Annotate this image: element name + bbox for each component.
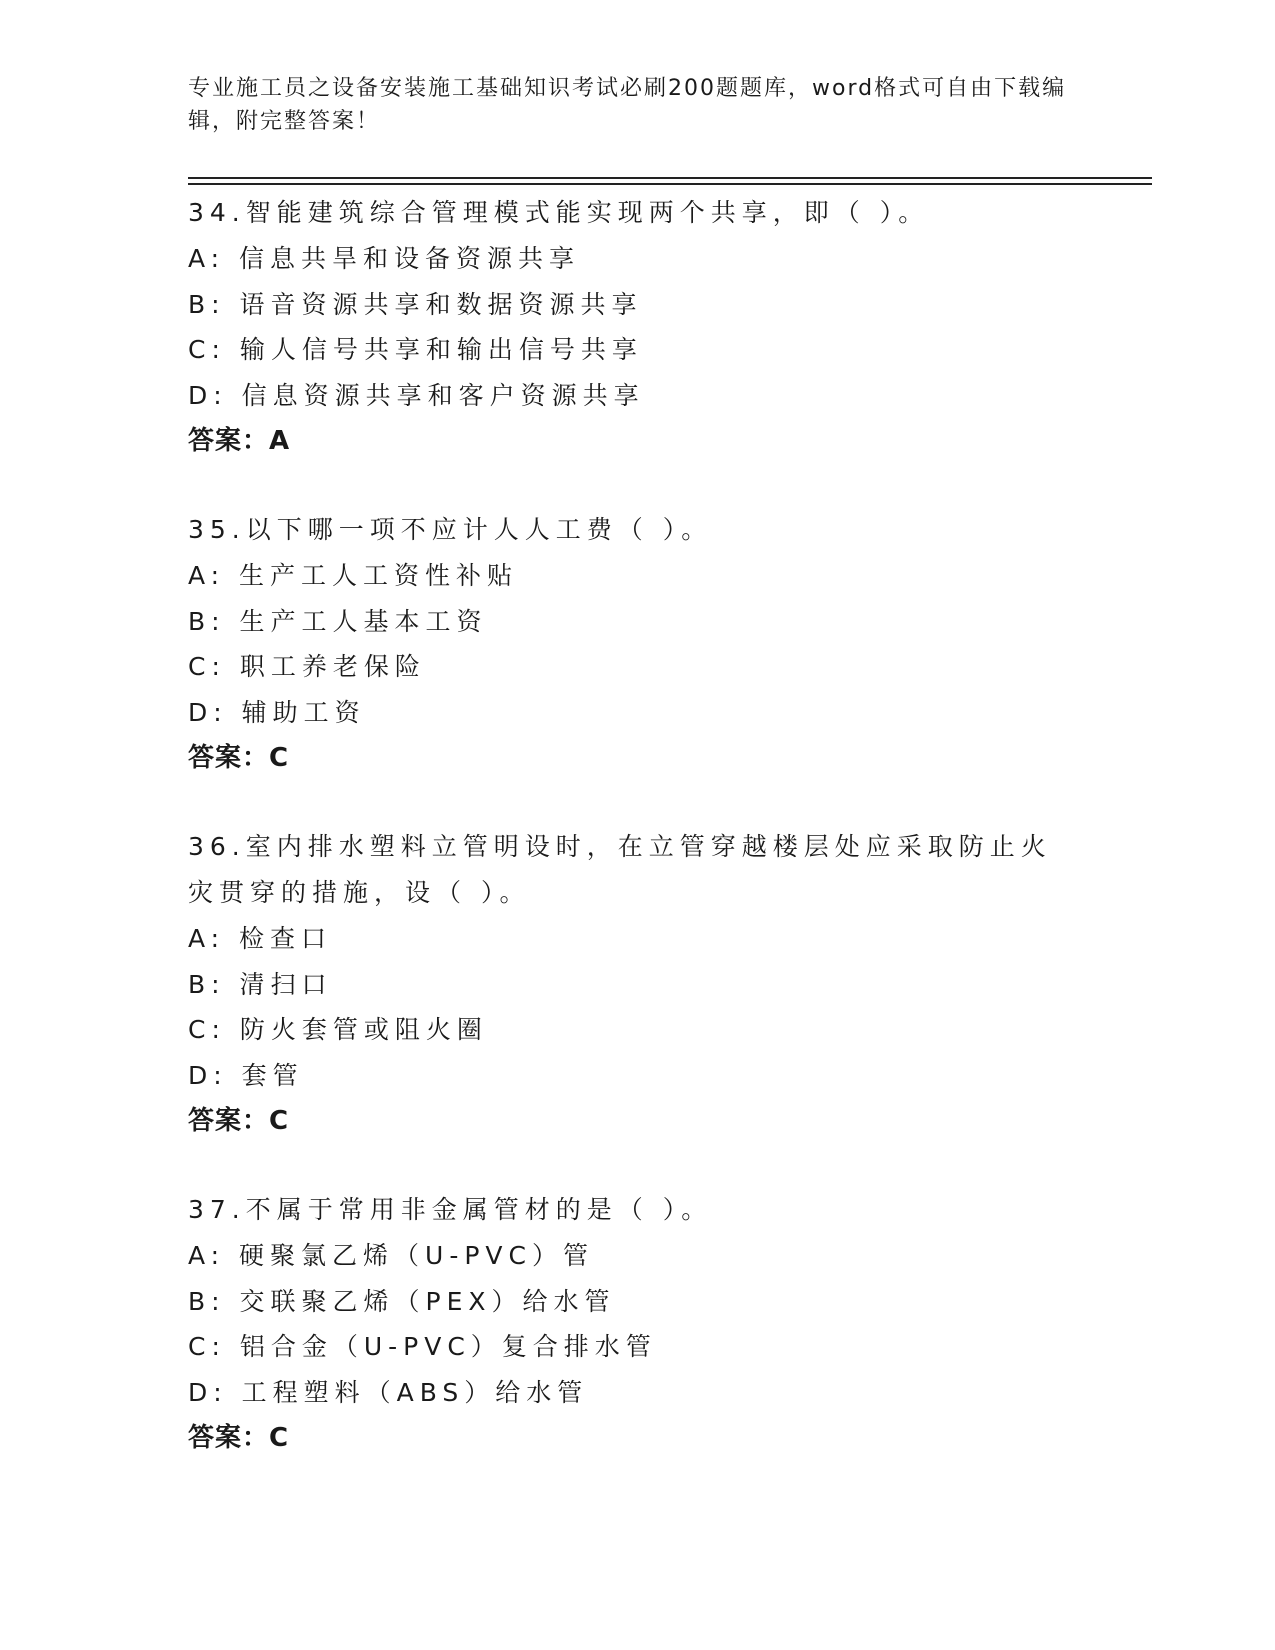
answer-label: 答案：C xyxy=(188,743,290,773)
option-c: C: 职工养老保险 xyxy=(188,652,426,681)
option-a: A: 硬聚氯乙烯（U-PVC）管 xyxy=(188,1241,594,1270)
option-c: C: 防火套管或阻火圈 xyxy=(188,1015,488,1044)
question-stem: 37.不属于常用非金属管材的是（ ）。 xyxy=(188,1195,713,1224)
question-37 xyxy=(188,1187,1088,1461)
document-header: 专业施工员之设备安装施工基础知识考试必刷200题题库，word格式可自由下载编辑，附完整答案！ xyxy=(188,76,1067,134)
option-c: C: 输人信号共享和输出信号共享 xyxy=(188,335,643,364)
option-a: A: 检查口 xyxy=(188,924,333,953)
option-a: A: 信息共旱和设备资源共享 xyxy=(188,244,581,273)
question-list xyxy=(188,190,1088,1504)
answer-label: 答案：C xyxy=(188,1106,290,1136)
option-d: D: 辅助工资 xyxy=(188,697,366,727)
answer-label: 答案：A xyxy=(188,426,291,456)
option-b: B: 交联聚乙烯（PEX）给水管 xyxy=(188,1286,616,1316)
header-divider-bottom xyxy=(188,183,1152,185)
option-a: A: 生产工人工资性补贴 xyxy=(188,561,519,590)
question-34 xyxy=(188,190,1088,464)
option-b: B: 生产工人基本工资 xyxy=(188,606,488,636)
question-36 xyxy=(188,824,1088,1144)
question-stem: 34.智能建筑综合管理模式能实现两个共享，即（ ）。 xyxy=(188,198,930,227)
option-b: B: 语音资源共享和数据资源共享 xyxy=(188,289,643,319)
header-divider-top xyxy=(188,177,1152,179)
question-stem: 36.室内排水塑料立管明设时，在立管穿越楼层处应采取防止火灾贯穿的措施，设（ ）。 xyxy=(188,832,1052,907)
option-d: D: 套管 xyxy=(188,1060,304,1090)
question-stem: 35.以下哪一项不应计人人工费（ ）。 xyxy=(188,515,713,544)
option-b: B: 清扫口 xyxy=(188,969,333,999)
option-c: C: 铝合金（U-PVC）复合排水管 xyxy=(188,1332,657,1361)
option-d: D: 信息资源共享和客户资源共享 xyxy=(188,380,645,410)
question-35 xyxy=(188,507,1088,781)
option-d: D: 工程塑料（ABS）给水管 xyxy=(188,1377,589,1407)
answer-label: 答案：C xyxy=(188,1423,290,1453)
